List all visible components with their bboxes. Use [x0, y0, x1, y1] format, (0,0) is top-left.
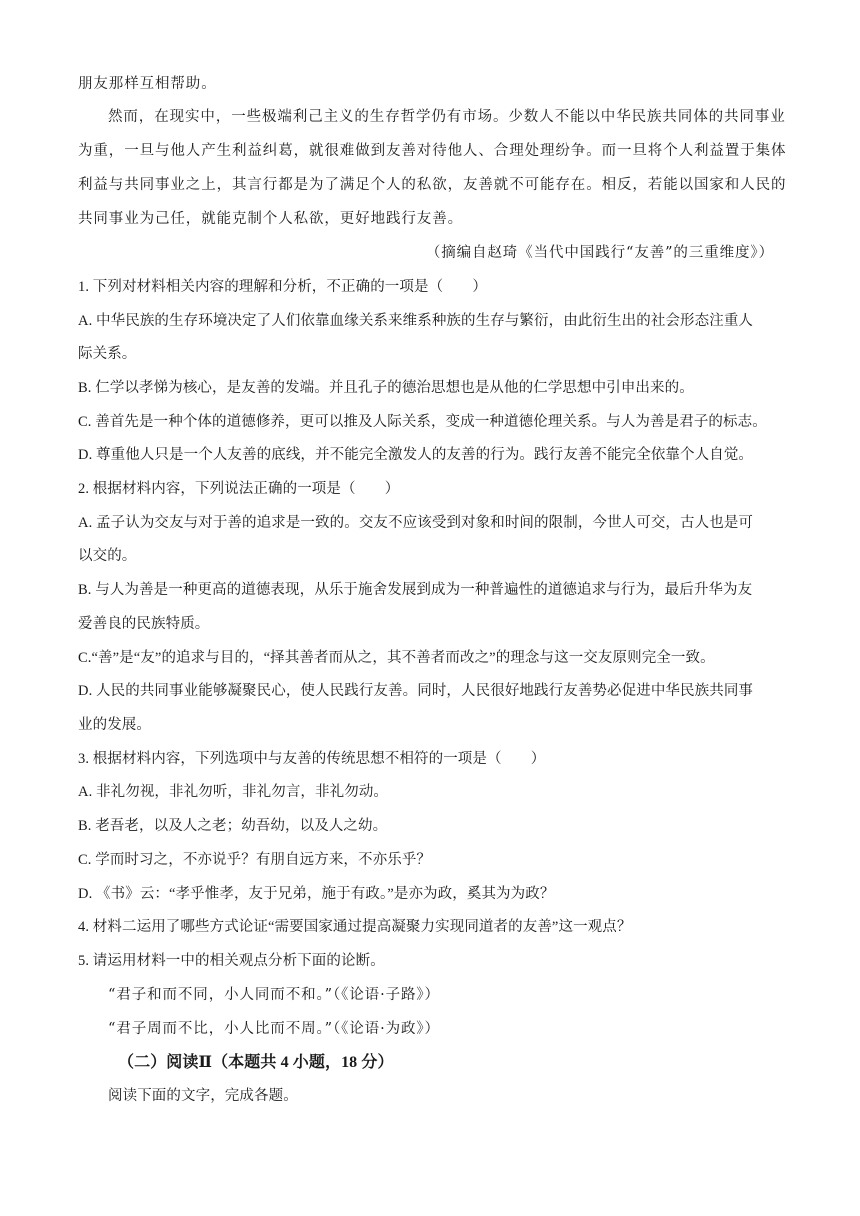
question-2-stem: 2. 根据材料内容，下列说法正确的一项是（ ）	[78, 481, 400, 497]
passage-line: 共同事业为己任，就能克制个人私欲，更好地践行友善。	[78, 211, 463, 227]
question-2-option-d-cont: 业的发展。	[78, 717, 151, 733]
question-3-option-c: C. 学而时习之，不亦说乎？有朋自远方来，不亦乐乎？	[78, 852, 432, 868]
question-1-option-a: A. 中华民族的生存环境决定了人们依靠血缘关系来维系种族的生存与繁衍，由此衍生出的社会形态注重人	[78, 313, 754, 329]
question-1-option-b: B. 仁学以孝悌为核心，是友善的发端。并且孔子的德治思想也是从他的仁学思想中引申出来的。	[78, 380, 694, 396]
question-1-option-a-cont: 际关系。	[78, 346, 137, 362]
section-instruction: 阅读下面的文字，完成各题。	[108, 1088, 298, 1104]
passage-line: 然而，在现实中，一些极端利己主义的生存哲学仍有市场。少数人不能以中华民族共同体的共同事业	[108, 109, 786, 125]
question-4-stem: 4. 材料二运用了哪些方式论证“需要国家通过提高凝聚力实现同道者的友善”这一观点？	[78, 919, 632, 935]
question-2-option-d: D. 人民的共同事业能够凝聚民心，使人民践行友善。同时，人民很好地践行友善势必促进中华民族共同事	[78, 683, 754, 699]
question-2-option-c: C.“善”是“友”的追求与目的，“择其善者而从之，其不善者而改之”的理念与这一交友原则完全一致。	[78, 650, 715, 666]
question-1-option-c: C. 善首先是一种个体的道德修养，更可以推及人际关系，变成一种道德伦理关系。与人为善是君子的标志。	[78, 414, 767, 430]
question-2-option-b-cont: 爱善良的民族特质。	[78, 616, 210, 632]
question-5-quote-1: “君子和而不同，小人同而不和。”（《论语·子路》）	[108, 987, 440, 1003]
question-2-option-b: B. 与人为善是一种更高的道德表现，从乐于施舍发展到成为一种普遍性的道德追求与行为，最后升华为友	[78, 582, 753, 598]
question-3-option-b: B. 老吾老，以及人之老；幼吾幼，以及人之幼。	[78, 818, 388, 834]
question-2-option-a-cont: 以交的。	[78, 548, 137, 564]
question-2-option-a: A. 孟子认为交友与对于善的追求是一致的。交友不应该受到对象和时间的限制，今世人可交，古人也是可	[78, 515, 754, 531]
passage-line: 朋友那样互相帮助。	[78, 76, 217, 92]
question-1-stem: 1. 下列对材料相关内容的理解和分析，不正确的一项是（ ）	[78, 279, 487, 295]
question-3-option-a: A. 非礼勿视，非礼勿听，非礼勿言，非礼勿动。	[78, 784, 389, 800]
passage-line: 为重，一旦与他人产生利益纠葛，就很难做到友善对待他人、合理处理纷争。而一旦将个人利益置于集体	[78, 143, 787, 159]
passage-source: （摘编自赵琦《当代中国践行“友善”的三重维度》）	[425, 245, 774, 261]
question-5-stem: 5. 请运用材料一中的相关观点分析下面的论断。	[78, 953, 385, 969]
question-5-quote-2: “君子周而不比，小人比而不周。”（《论语·为政》）	[108, 1021, 440, 1037]
question-1-option-d: D. 尊重他人只是一个人友善的底线，并不能完全激发人的友善的行为。践行友善不能完全依靠个人自觉。	[78, 447, 754, 463]
question-3-option-d: D. 《书》云：“孝乎惟孝，友于兄弟，施于有政。”是亦为政，奚其为为政？	[78, 886, 555, 902]
section-heading: （二）阅读Ⅱ（本题共 4 小题，18 分）	[118, 1054, 394, 1071]
passage-line: 利益与共同事业之上，其言行都是为了满足个人的私欲，友善就不可能存在。相反，若能以国家和人民的	[78, 177, 787, 193]
question-3-stem: 3. 根据材料内容，下列选项中与友善的传统思想不相符的一项是（ ）	[78, 751, 546, 767]
